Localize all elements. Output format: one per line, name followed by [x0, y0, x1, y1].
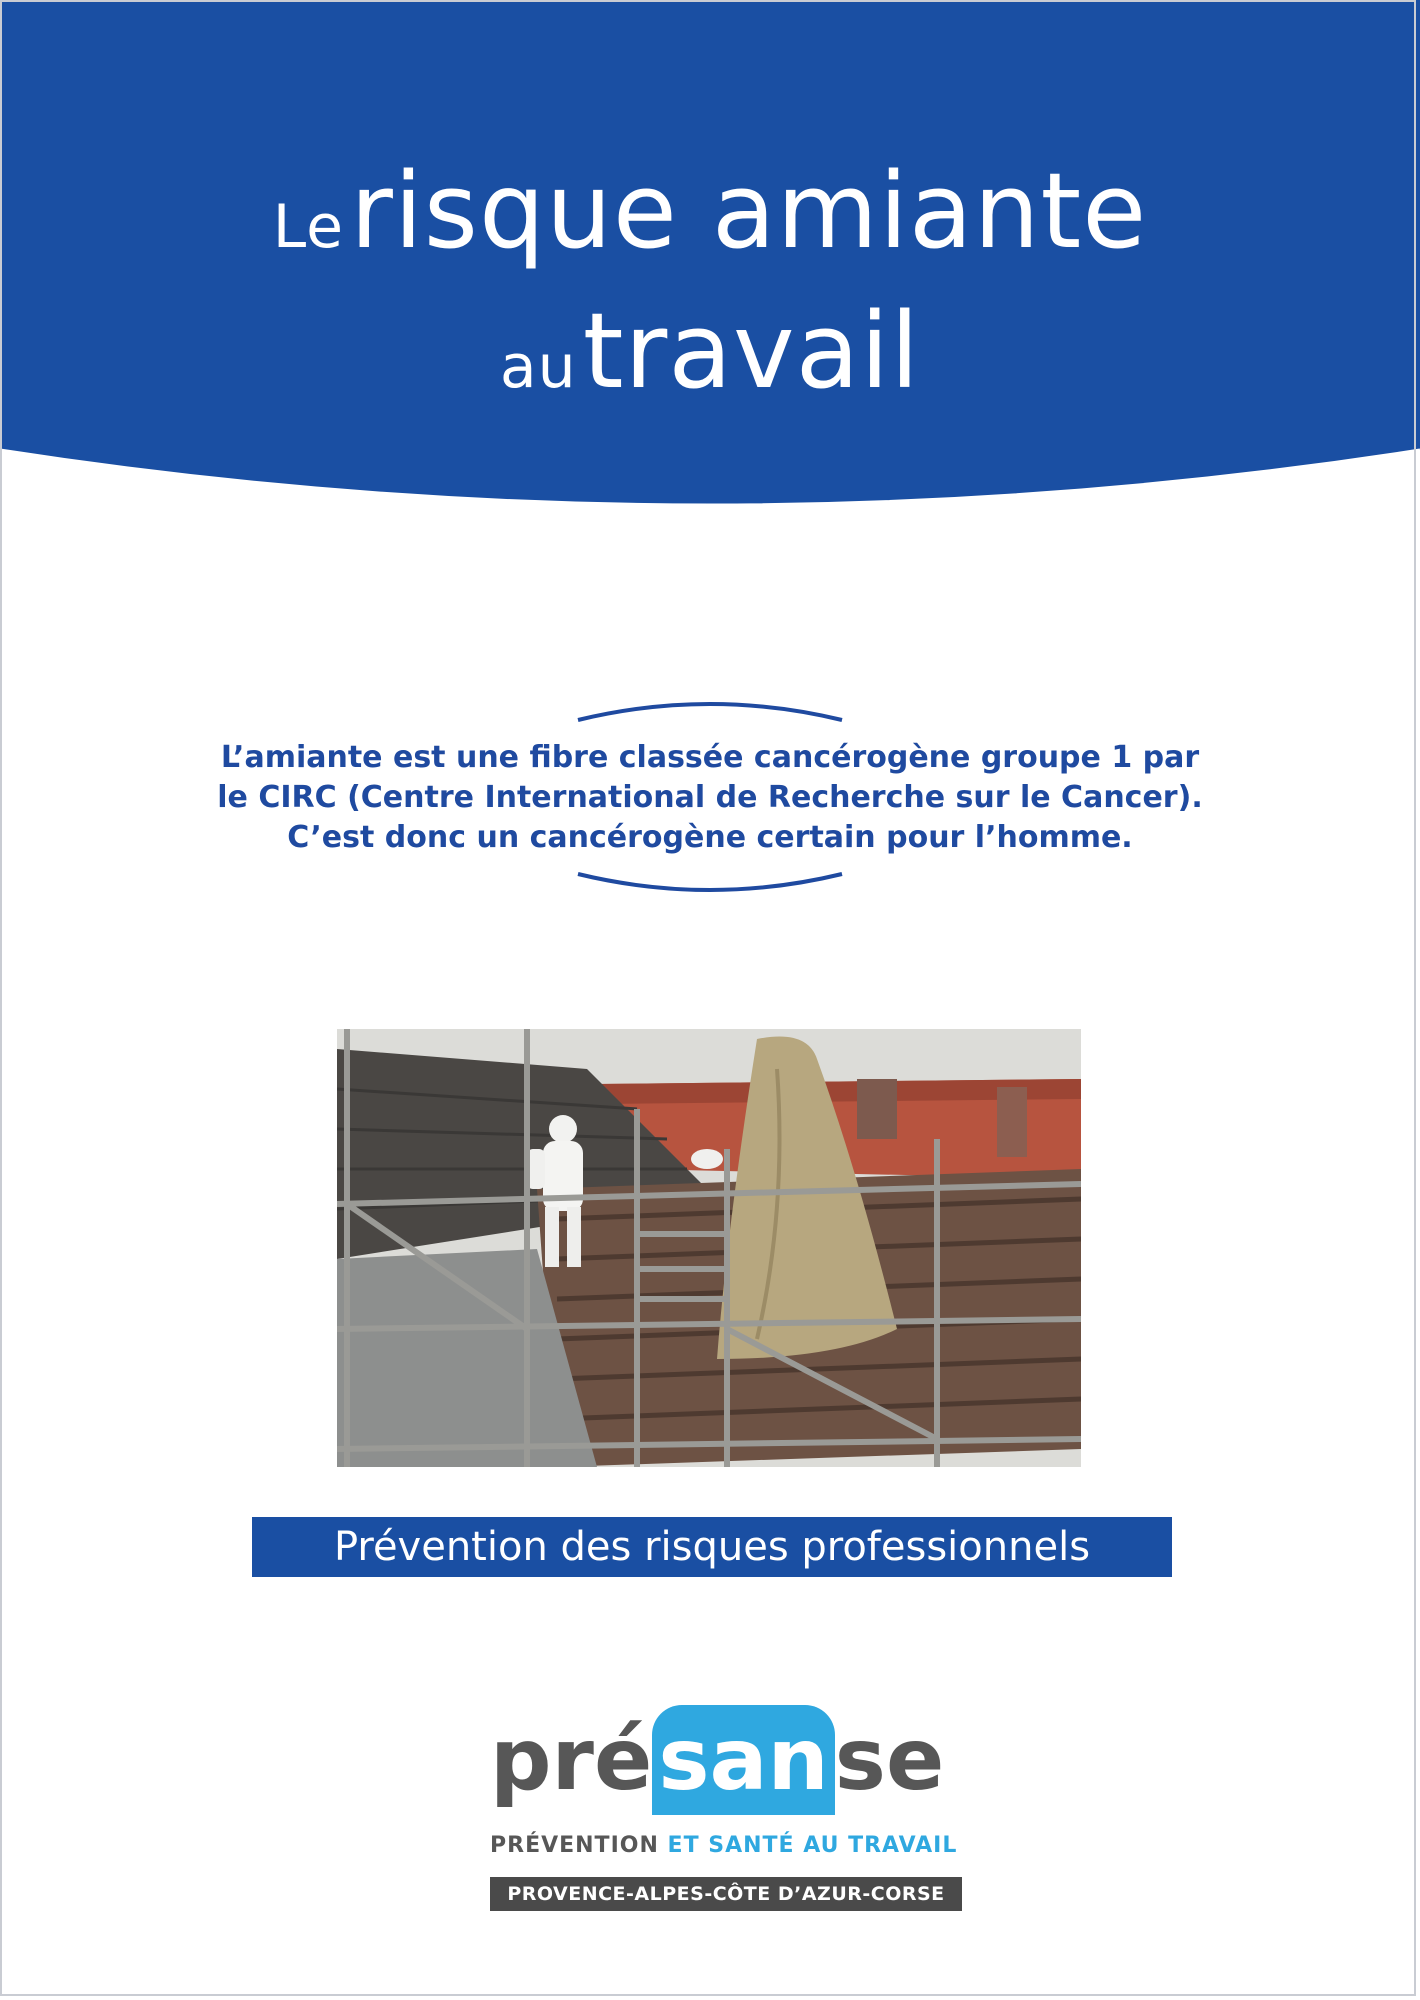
logo-tagline-sante: ET SANTÉ AU TRAVAIL: [667, 1833, 958, 1858]
quote-bottom-arc: [570, 870, 850, 900]
title-word-au: au: [499, 332, 577, 402]
title-risque-amiante: risque amiante: [350, 150, 1148, 272]
intro-quote: [150, 738, 1270, 858]
quote-line-1: L’amiante est une fibre classée cancérogène groupe 1 par: [220, 740, 1200, 775]
logo-word-san: san: [652, 1705, 834, 1815]
cover-title-line2: [0, 290, 1420, 412]
logo-tagline: [490, 1833, 957, 1858]
quote-line-3: C’est donc un cancérogène certain pour l’homme.: [287, 820, 1133, 855]
logo-wordmark: [490, 1705, 944, 1815]
cover-photo-roof-asbestos-removal: [337, 1029, 1081, 1467]
title-travail: travail: [582, 290, 921, 412]
logo-word-pre: pré: [490, 1710, 653, 1810]
quote-line-2: le CIRC (Centre International de Recherche sur le Cancer).: [217, 780, 1203, 815]
logo-word-se: se: [834, 1710, 945, 1810]
cover-title-line1: [0, 150, 1420, 272]
cover-header: [0, 0, 1420, 570]
topic-banner: Prévention des risques professionnels: [252, 1517, 1172, 1577]
header-white-curve: [0, 0, 1420, 570]
logo-tagline-prevention: PRÉVENTION: [490, 1833, 659, 1858]
presanse-logo: [490, 1705, 970, 1935]
title-word-le: Le: [272, 192, 345, 262]
logo-region-label: PROVENCE-ALPES-CÔTE D’AZUR-CORSE: [490, 1877, 962, 1911]
quote-top-arc: [570, 694, 850, 724]
roof-photo-illustration: [337, 1029, 1081, 1467]
